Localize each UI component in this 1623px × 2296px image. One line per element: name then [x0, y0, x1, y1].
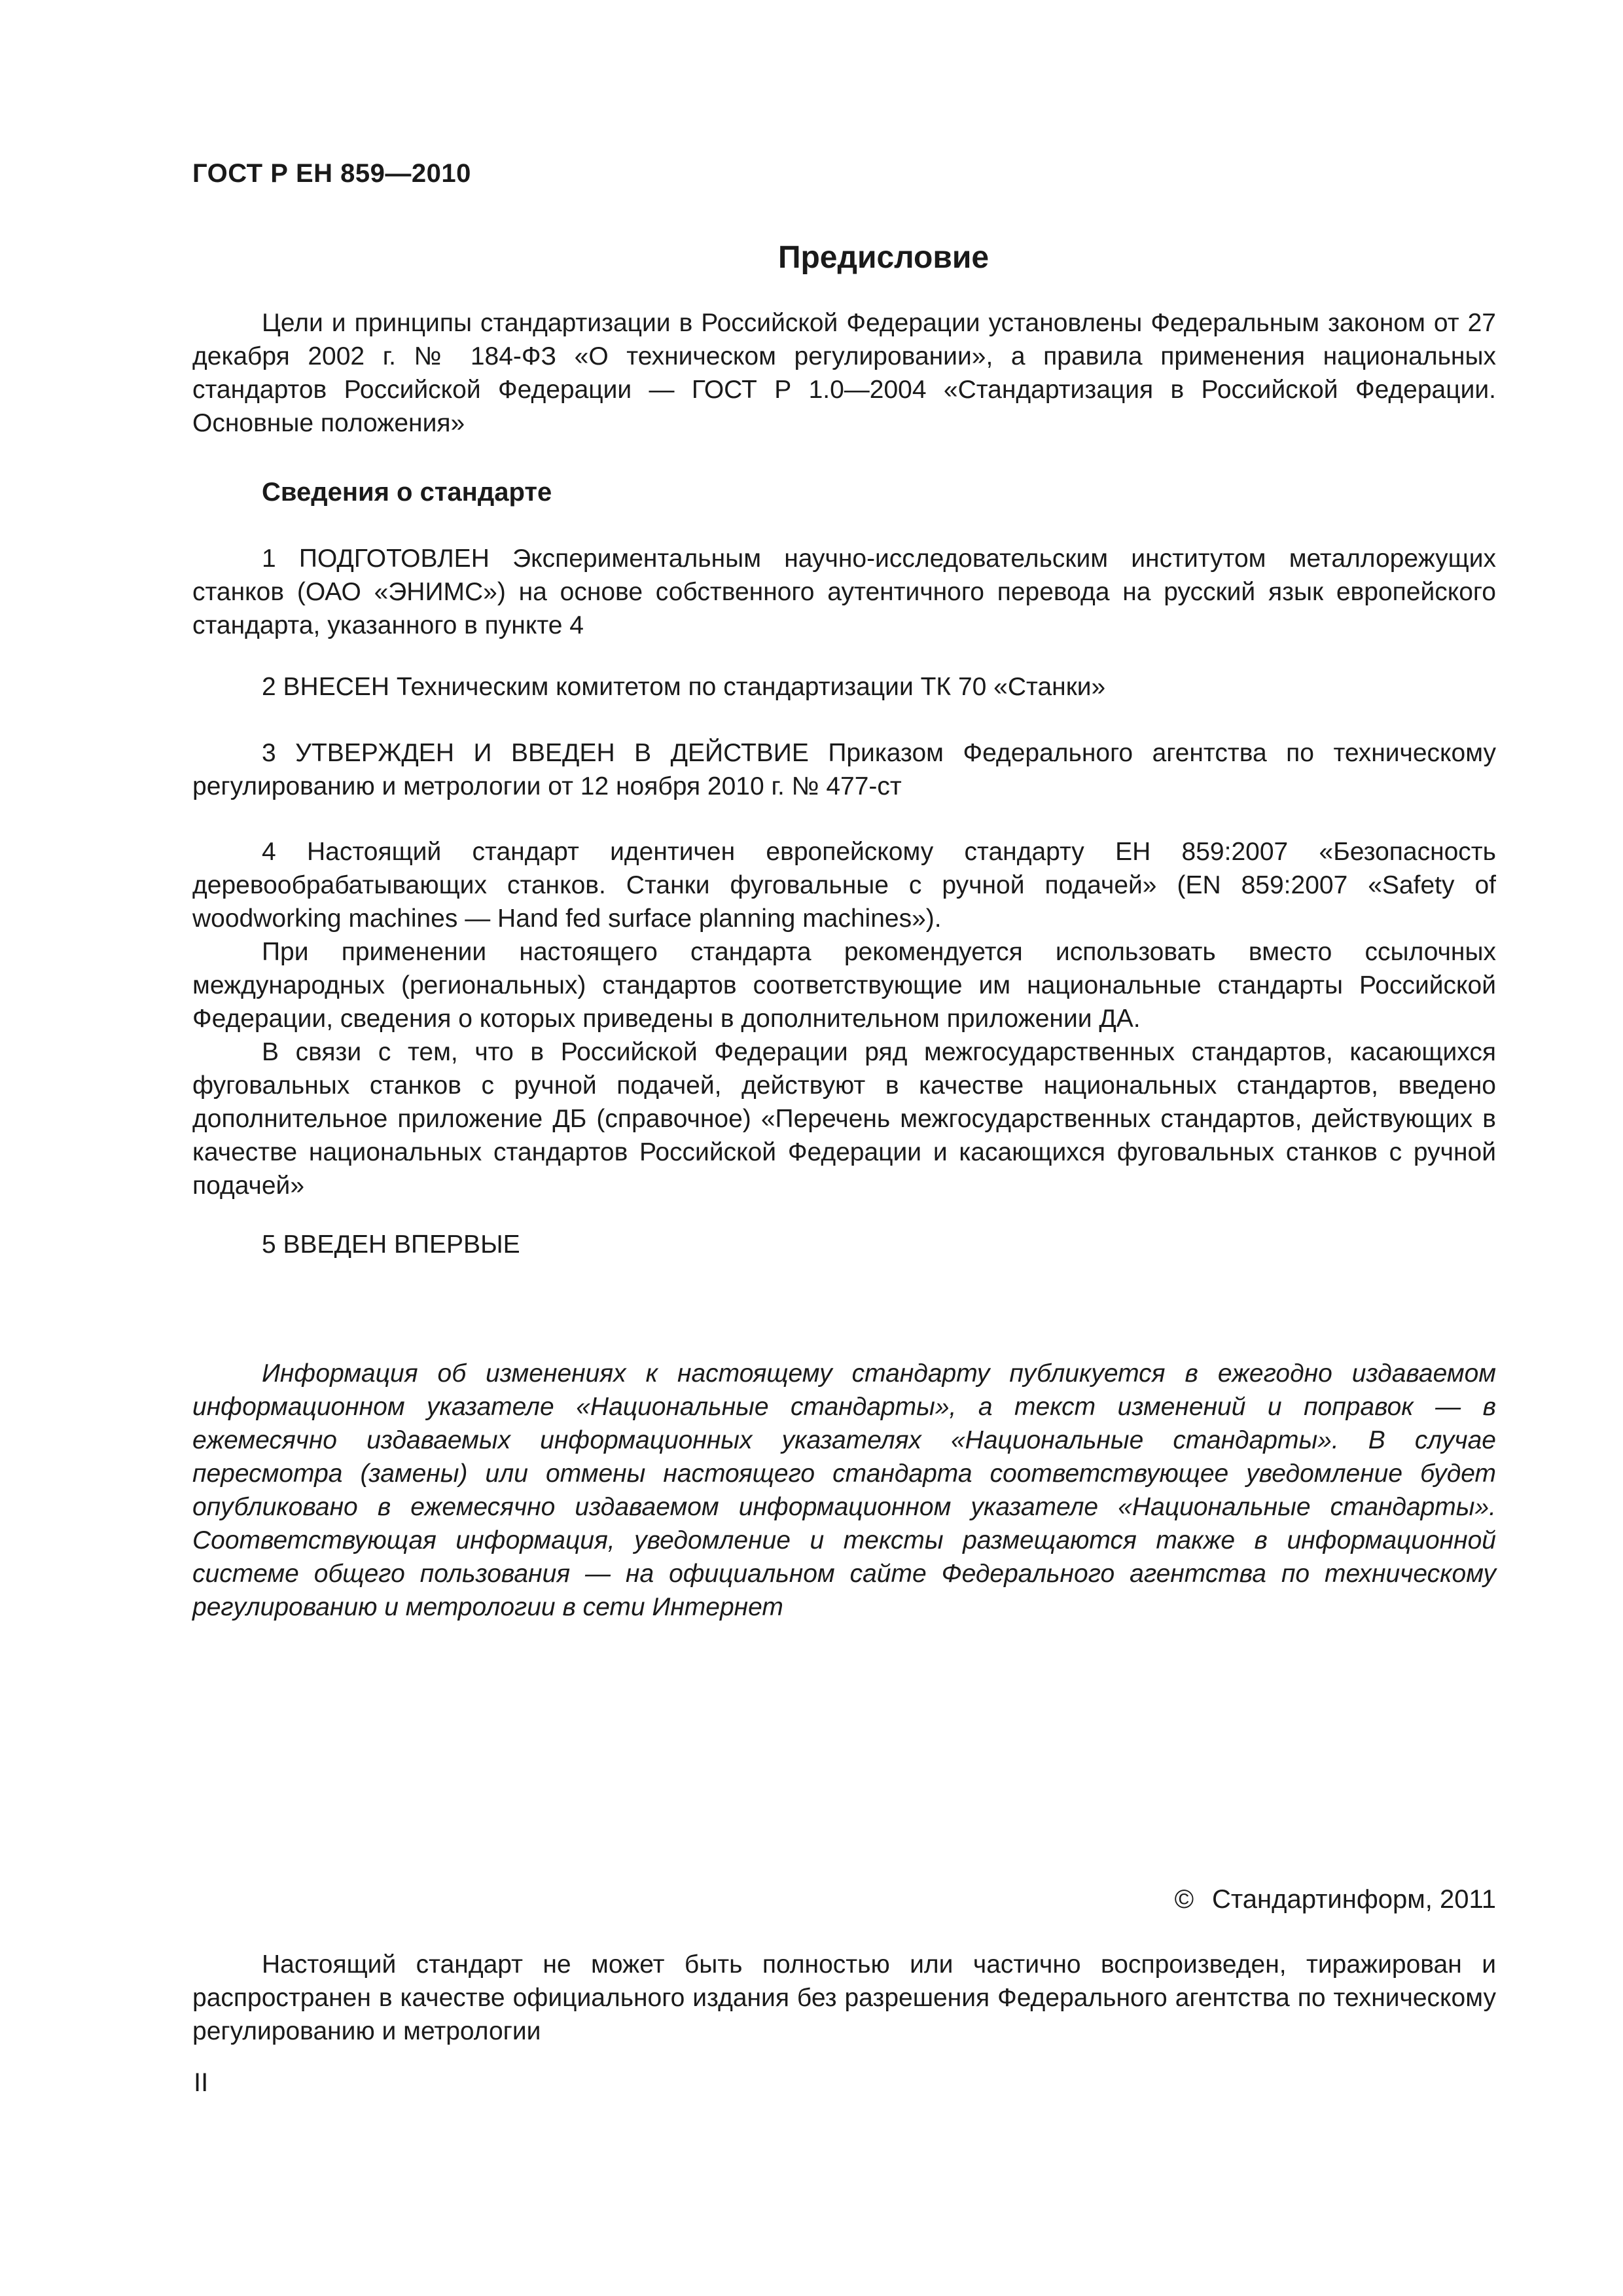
page-number: II — [194, 2068, 209, 2097]
reproduction-notice-block — [192, 1948, 1496, 2048]
item-4-block — [192, 835, 1496, 1202]
copyright-text: Стандартинформ, 2011 — [1212, 1885, 1496, 1914]
item-1-block — [192, 542, 1496, 642]
item-4-paragraph-1: 4 Настоящий стандарт идентичен европейскому стандарту ЕН 859:2007 «Безопасность деревообрабатывающих станков. Станки фуговальные с ручной подачей» (EN 859:2007 «Safety of woodworking machines — Hand fed surface planning machines»). — [192, 838, 1496, 933]
reproduction-notice-paragraph: Настоящий стандарт не может быть полностью или частично воспроизведен, тиражирован и распространен в качестве официального издания без разрешения Федерального агентства по техническому регулированию и метрологии — [192, 1950, 1496, 2045]
item-5-block — [192, 1228, 1496, 1261]
copyright-line — [1175, 1885, 1496, 1914]
info-notice-paragraph: Информация об изменениях к настоящему стандарту публикуется в ежегодно издаваемом информационном указателе «Национальные стандарты», а текст изменений и поправок — в ежемесячно издаваемых информационных указателях «Национальные стандарты». В случае пересмотра (замены) или отмены настоящего стандарта соответствующее уведомление будет опубликовано в ежемесячно издаваемом информационном указателе «Национальные стандарты». Соответствующая информация, уведомление и тексты размещаются также в информационной системе общего пользования — на официальном сайте Федерального агентства по техническому регулированию и метрологии в сети Интернет — [192, 1359, 1496, 1621]
item-2-block — [192, 670, 1496, 704]
page-title: Предисловие — [777, 240, 990, 275]
item-4-paragraph-3: В связи с тем, что в Российской Федерации ряд межгосударственных стандартов, касающихся фуговальных станков с ручной подачей, действуют в качестве национальных стандартов, введено дополнительное приложение ДБ (справочное) «Перечень межгосударственных стандартов, действующих в качестве национальных стандартов Российской Федерации и касающихся фуговальных станков с ручной подачей» — [192, 1038, 1496, 1200]
item-2-paragraph: 2 ВНЕСЕН Техническим комитетом по стандартизации ТК 70 «Станки» — [262, 673, 1106, 701]
document-code: ГОСТ Р ЕН 859—2010 — [192, 159, 471, 188]
item-3-block — [192, 736, 1496, 803]
section-heading: Сведения о стандарте — [262, 478, 552, 507]
info-notice-block — [192, 1357, 1496, 1624]
item-4-paragraph-2: При применении настоящего стандарта рекомендуется использовать вместо ссылочных международных (региональных) стандартов соответствующие им национальные стандарты Российской Федерации, сведения о которых приведены в дополнительном приложении ДА. — [192, 938, 1496, 1033]
item-1-paragraph: 1 ПОДГОТОВЛЕН Экспериментальным научно-исследовательским институтом металлорежущих станков (ОАО «ЭНИМС») на основе собственного аутентичного перевода на русский язык европейского стандарта, указанного в пункте 4 — [192, 545, 1496, 639]
intro-block — [192, 306, 1496, 440]
copyright-symbol: © — [1174, 1885, 1194, 1914]
item-3-paragraph: 3 УТВЕРЖДЕН И ВВЕДЕН В ДЕЙСТВИЕ Приказом Федерального агентства по техническому регулированию и метрологии от 12 ноября 2010 г. № 477-ст — [192, 739, 1496, 800]
item-5-paragraph: 5 ВВЕДЕН ВПЕРВЫЕ — [262, 1230, 520, 1259]
intro-paragraph: Цели и принципы стандартизации в Российской Федерации установлены Федеральным законом от 27 декабря 2002 г. № 184-ФЗ «О техническом регулировании», а правила применения национальных стандартов Российской Федерации — ГОСТ Р 1.0—2004 «Стандартизация в Российской Федерации. Основные положения» — [192, 309, 1496, 437]
